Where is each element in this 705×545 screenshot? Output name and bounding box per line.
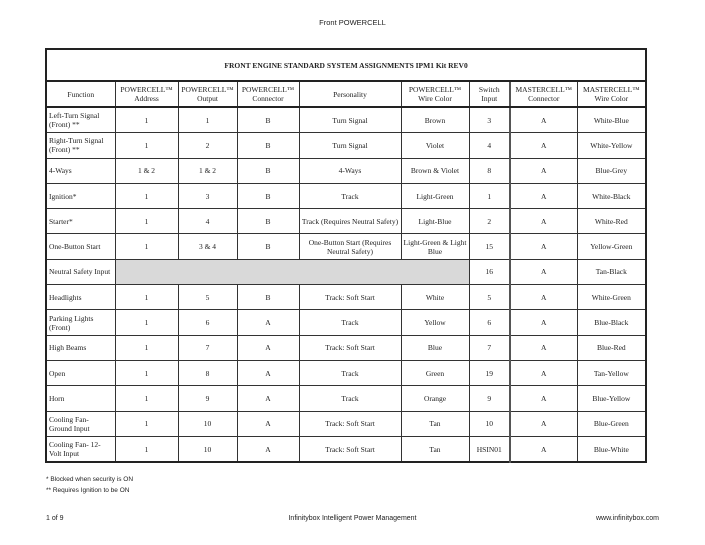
- cell-mastercell-wire-color: White-Red: [577, 209, 646, 234]
- table-row: [46, 411, 646, 436]
- cell-function: Headlights: [46, 285, 115, 310]
- cell-powercell-address: 1: [115, 183, 178, 208]
- cell-powercell-wire-color: Light-Green: [401, 183, 469, 208]
- cell-mastercell-wire-color: White-Blue: [577, 107, 646, 133]
- footer-company: Infinitybox Intelligent Power Management: [288, 515, 417, 522]
- cell-powercell-address: 1: [115, 436, 178, 462]
- cell-powercell-wire-color: Tan: [401, 436, 469, 462]
- cell-powercell-address: 1: [115, 107, 178, 133]
- cell-powercell-wire-color: Yellow: [401, 310, 469, 335]
- cell-powercell-wire-color: Light-Green & Light Blue: [401, 234, 469, 259]
- cell-mastercell-connector: A: [510, 234, 577, 259]
- cell-mastercell-wire-color: Blue-Yellow: [577, 386, 646, 411]
- cell-powercell-address: 1: [115, 285, 178, 310]
- cell-powercell-output: 3: [178, 183, 237, 208]
- cell-powercell-address: 1: [115, 335, 178, 360]
- cell-switch-input: HSIN01: [469, 436, 510, 462]
- cell-powercell-output: 2: [178, 133, 237, 158]
- cell-powercell-wire-color: White: [401, 285, 469, 310]
- cell-mastercell-connector: A: [510, 133, 577, 158]
- cell-powercell-connector: B: [237, 133, 299, 158]
- cell-mastercell-wire-color: Blue-Green: [577, 411, 646, 436]
- cell-powercell-output: 8: [178, 360, 237, 385]
- cell-powercell-wire-color: Light-Blue: [401, 209, 469, 234]
- cell-powercell-output: 1: [178, 107, 237, 133]
- cell-mastercell-connector: A: [510, 411, 577, 436]
- cell-function: Neutral Safety Input: [46, 259, 115, 284]
- cell-personality: Track: [299, 183, 401, 208]
- cell-mastercell-connector: A: [510, 107, 577, 133]
- cell-mastercell-wire-color: Tan-Black: [577, 259, 646, 284]
- cell-mastercell-wire-color: Blue-Black: [577, 310, 646, 335]
- cell-mastercell-connector: A: [510, 209, 577, 234]
- cell-powercell-connector: B: [237, 107, 299, 133]
- cell-switch-input: 15: [469, 234, 510, 259]
- table-row: [46, 133, 646, 158]
- cell-function: Starter*: [46, 209, 115, 234]
- cell-powercell-wire-color: Brown: [401, 107, 469, 133]
- footnotes: [46, 474, 133, 496]
- cell-powercell-wire-color: Violet: [401, 133, 469, 158]
- cell-function: Left-Turn Signal (Front) **: [46, 107, 115, 133]
- table-row: [46, 285, 646, 310]
- cell-powercell-address: 1: [115, 386, 178, 411]
- table-row: [46, 259, 646, 284]
- footer-page-number: 1 of 9: [46, 515, 64, 522]
- cell-powercell-output: 6: [178, 310, 237, 335]
- cell-function: Horn: [46, 386, 115, 411]
- cell-personality: One-Button Start (Requires Neutral Safety): [299, 234, 401, 259]
- cell-powercell-connector: A: [237, 335, 299, 360]
- cell-function: Open: [46, 360, 115, 385]
- cell-powercell-address: 1: [115, 310, 178, 335]
- cell-powercell-connector: B: [237, 209, 299, 234]
- table-row: [46, 310, 646, 335]
- cell-powercell-output: 10: [178, 411, 237, 436]
- cell-function: Ignition*: [46, 183, 115, 208]
- cell-function: Cooling Fan- Ground Input: [46, 411, 115, 436]
- cell-mastercell-connector: A: [510, 285, 577, 310]
- col-switch-input: Switch Input: [469, 81, 510, 107]
- col-mastercell-connector: MASTERCELL™ Connector: [510, 81, 577, 107]
- cell-personality: Track (Requires Neutral Safety): [299, 209, 401, 234]
- cell-powercell-wire-color: Green: [401, 360, 469, 385]
- cell-switch-input: 16: [469, 259, 510, 284]
- cell-switch-input: 10: [469, 411, 510, 436]
- cell-switch-input: 6: [469, 310, 510, 335]
- cell-function: Parking Lights (Front): [46, 310, 115, 335]
- cell-powercell-address: 1: [115, 360, 178, 385]
- cell-powercell-output: 1 & 2: [178, 158, 237, 183]
- cell-switch-input: 2: [469, 209, 510, 234]
- col-powercell-address: POWERCELL™ Address: [115, 81, 178, 107]
- cell-mastercell-wire-color: Yellow-Green: [577, 234, 646, 259]
- cell-powercell-connector: B: [237, 234, 299, 259]
- footer-url[interactable]: www.infinitybox.com: [595, 515, 659, 522]
- table-title: FRONT ENGINE STANDARD SYSTEM ASSIGNMENTS IPM1 Kit REV0: [46, 49, 646, 81]
- cell-powercell-output: 9: [178, 386, 237, 411]
- column-header-row: [46, 81, 646, 107]
- cell-powercell-output: 10: [178, 436, 237, 462]
- cell-mastercell-connector: A: [510, 386, 577, 411]
- cell-powercell-output: 5: [178, 285, 237, 310]
- cell-powercell-wire-color: Tan: [401, 411, 469, 436]
- cell-mastercell-connector: A: [510, 360, 577, 385]
- page-header: Front POWERCELL: [319, 18, 386, 27]
- shaded-cell: [115, 259, 469, 284]
- cell-mastercell-connector: A: [510, 183, 577, 208]
- cell-mastercell-wire-color: Blue-Grey: [577, 158, 646, 183]
- cell-powercell-connector: B: [237, 158, 299, 183]
- col-mastercell-wire-color: MASTERCELL™ Wire Color: [577, 81, 646, 107]
- col-personality: Personality: [299, 81, 401, 107]
- cell-mastercell-wire-color: Tan-Yellow: [577, 360, 646, 385]
- cell-personality: Track: Soft Start: [299, 335, 401, 360]
- cell-powercell-output: 4: [178, 209, 237, 234]
- cell-powercell-connector: B: [237, 285, 299, 310]
- cell-powercell-output: 7: [178, 335, 237, 360]
- cell-switch-input: 7: [469, 335, 510, 360]
- cell-mastercell-wire-color: Blue-Red: [577, 335, 646, 360]
- cell-powercell-address: 1: [115, 133, 178, 158]
- table-row: [46, 360, 646, 385]
- cell-powercell-wire-color: Brown & Violet: [401, 158, 469, 183]
- cell-mastercell-wire-color: White-Black: [577, 183, 646, 208]
- cell-personality: Track: [299, 386, 401, 411]
- cell-mastercell-connector: A: [510, 259, 577, 284]
- cell-powercell-output: 3 & 4: [178, 234, 237, 259]
- cell-mastercell-wire-color: White-Green: [577, 285, 646, 310]
- cell-function: One-Button Start: [46, 234, 115, 259]
- col-powercell-connector: POWERCELL™ Connector: [237, 81, 299, 107]
- cell-personality: Track: [299, 310, 401, 335]
- cell-switch-input: 8: [469, 158, 510, 183]
- cell-personality: Track: Soft Start: [299, 436, 401, 462]
- col-function: Function: [46, 81, 115, 107]
- table-row: [46, 386, 646, 411]
- system-assignments-table: [45, 48, 647, 463]
- cell-switch-input: 5: [469, 285, 510, 310]
- cell-function: High Beams: [46, 335, 115, 360]
- cell-mastercell-wire-color: Blue-White: [577, 436, 646, 462]
- table-row: [46, 436, 646, 462]
- cell-powercell-connector: A: [237, 436, 299, 462]
- cell-switch-input: 19: [469, 360, 510, 385]
- cell-powercell-address: 1 & 2: [115, 158, 178, 183]
- cell-mastercell-connector: A: [510, 158, 577, 183]
- cell-personality: Track: Soft Start: [299, 285, 401, 310]
- cell-personality: Track: [299, 360, 401, 385]
- cell-function: Cooling Fan- 12-Volt Input: [46, 436, 115, 462]
- cell-function: Right-Turn Signal (Front) **: [46, 133, 115, 158]
- table-row: [46, 107, 646, 133]
- cell-powercell-address: 1: [115, 411, 178, 436]
- table-row: [46, 234, 646, 259]
- cell-powercell-address: 1: [115, 234, 178, 259]
- table-row: [46, 209, 646, 234]
- cell-personality: Track: Soft Start: [299, 411, 401, 436]
- cell-powercell-wire-color: Orange: [401, 386, 469, 411]
- cell-powercell-connector: A: [237, 411, 299, 436]
- table-row: [46, 335, 646, 360]
- cell-personality: 4-Ways: [299, 158, 401, 183]
- cell-mastercell-connector: A: [510, 335, 577, 360]
- col-powercell-output: POWERCELL™ Output: [178, 81, 237, 107]
- cell-personality: Turn Signal: [299, 107, 401, 133]
- table-row: [46, 158, 646, 183]
- col-powercell-wire-color: POWERCELL™ Wire Color: [401, 81, 469, 107]
- footnote-security: * Blocked when security is ON: [46, 476, 134, 483]
- cell-mastercell-wire-color: White-Yellow: [577, 133, 646, 158]
- cell-switch-input: 1: [469, 183, 510, 208]
- cell-mastercell-connector: A: [510, 310, 577, 335]
- footnote-ignition: ** Requires Ignition to be ON: [46, 487, 130, 494]
- cell-switch-input: 3: [469, 107, 510, 133]
- cell-powercell-connector: A: [237, 310, 299, 335]
- cell-switch-input: 4: [469, 133, 510, 158]
- table-row: [46, 183, 646, 208]
- cell-powercell-connector: A: [237, 386, 299, 411]
- cell-mastercell-connector: A: [510, 436, 577, 462]
- cell-powercell-connector: B: [237, 183, 299, 208]
- cell-personality: Turn Signal: [299, 133, 401, 158]
- cell-switch-input: 9: [469, 386, 510, 411]
- cell-function: 4-Ways: [46, 158, 115, 183]
- cell-powercell-address: 1: [115, 209, 178, 234]
- cell-powercell-wire-color: Blue: [401, 335, 469, 360]
- cell-powercell-connector: A: [237, 360, 299, 385]
